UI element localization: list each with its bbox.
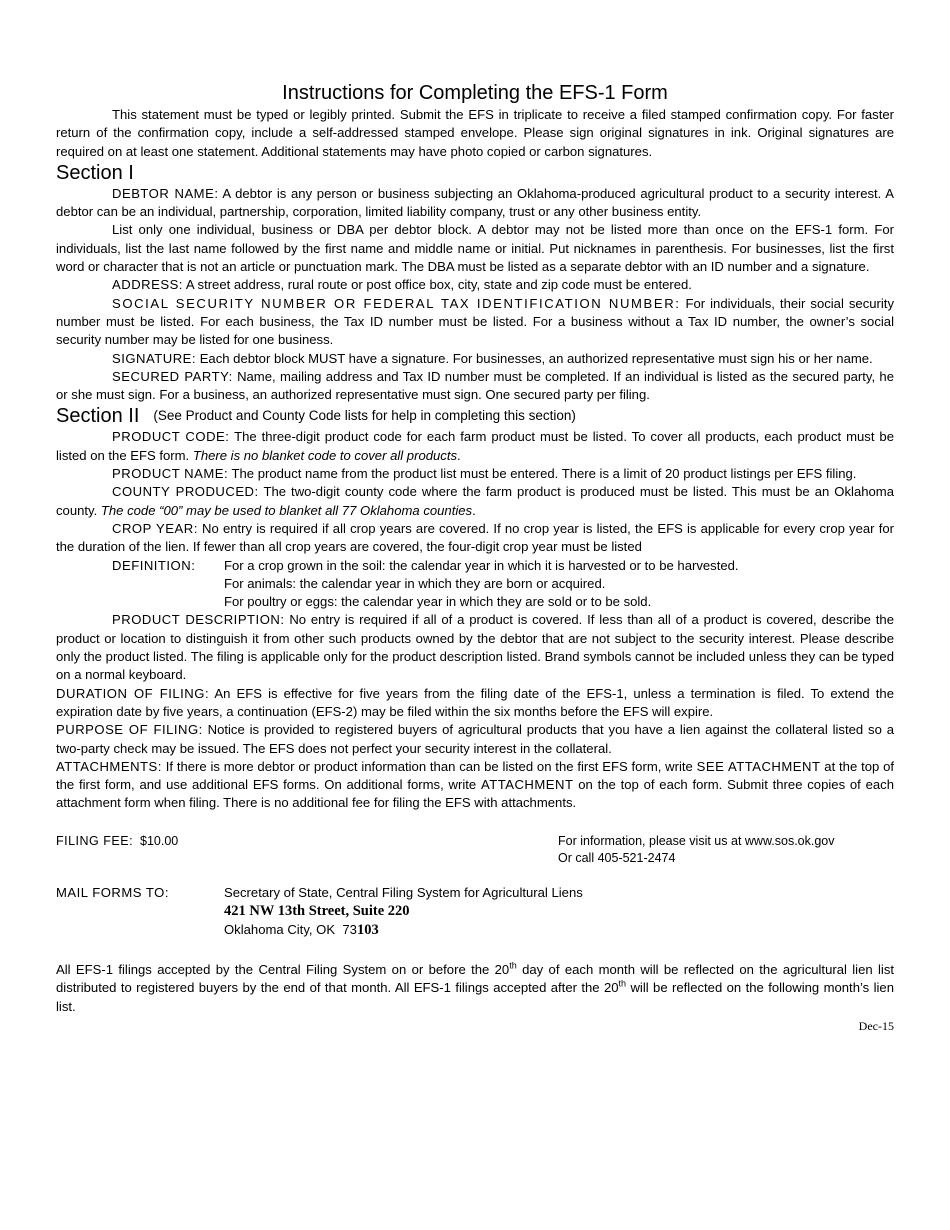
footer-text-c: will be reflected on the following month’s lien list. bbox=[56, 980, 894, 1014]
footer-sup-2: th bbox=[618, 979, 627, 990]
attachments-label: ATTACHMENTS: bbox=[56, 758, 162, 774]
fee-info-row bbox=[56, 833, 894, 868]
filing-fee bbox=[56, 833, 178, 868]
product-name-paragraph bbox=[56, 465, 894, 483]
product-description-paragraph bbox=[56, 611, 894, 684]
see-attachment-phrase: SEE ATTACHMENT bbox=[696, 758, 821, 774]
attachments-text-1: If there is more debtor or product information than can be listed on the first EFS form, write bbox=[161, 758, 697, 774]
mail-city-line bbox=[224, 921, 583, 940]
attachments-text-2: at the top of the first form, and use additional EFS forms. On additional forms, write bbox=[56, 758, 895, 793]
product-code-end: . bbox=[457, 447, 461, 463]
section-2-title: Section II bbox=[56, 405, 140, 428]
product-description-label: PRODUCT DESCRIPTION: bbox=[112, 612, 285, 628]
secured-party-label: SECURED PARTY: bbox=[112, 368, 233, 384]
county-end: . bbox=[472, 502, 476, 518]
ssn-paragraph bbox=[56, 295, 894, 350]
phone-line: Or call 405-521-2474 bbox=[558, 851, 676, 866]
signature-label: SIGNATURE: bbox=[112, 350, 197, 366]
section-2-heading bbox=[56, 404, 894, 428]
duration-text: An EFS is effective for five years from the filing date of the EFS-1, unless a termination is filed. To extend the expiration date by five years, a continuation (EFS-2) may be filed within the six months before the EFS will expire. bbox=[56, 685, 894, 719]
purpose-label: PURPOSE OF FILING: bbox=[56, 722, 203, 738]
duration-label: DURATION OF FILING: bbox=[56, 685, 210, 701]
address-label: ADDRESS: bbox=[112, 277, 183, 293]
footer-text-b: day of each month will be reflected on the agricultural lien list distributed to registered buyers by the end of that month. All EFS-1 filings accepted after the 20 bbox=[56, 962, 894, 996]
footer-paragraph bbox=[56, 961, 894, 1016]
crop-year-text: No entry is required if all crop years are covered. If no crop year is listed, the EFS is applicable for every crop year for the duration of the lien. If fewer than all crop years are covered, the four-digit crop year must be listed bbox=[56, 520, 894, 555]
mail-address bbox=[224, 884, 583, 940]
ssn-text: For individuals, their social security number must be listed. For each business, the Tax ID number must be listed. For a business without a Tax ID number, the owner’s social security number may be listed for one business. bbox=[56, 295, 894, 348]
debtor-name-label: DEBTOR NAME: bbox=[112, 185, 219, 201]
product-name-label: PRODUCT NAME: bbox=[112, 466, 229, 482]
definition-item: For animals: the calendar year in which they are born or acquired. bbox=[224, 575, 606, 591]
section-1-heading: Section I bbox=[56, 161, 134, 184]
intro-paragraph: This statement must be typed or legibly printed. Submit the EFS in triplicate to receive a filed stamped confirmation copy. For faster return of the confirmation copy, include a self-addressed stamped envelope. Please sign original signatures in ink. Original signatures are required on at least one statement. Additional statements may have photo copied or carbon signatures. bbox=[56, 107, 894, 159]
product-name-text: The product name from the product list must be entered. There is a limit of 20 product listings per EFS filing. bbox=[228, 466, 857, 482]
filing-fee-label: FILING FEE: bbox=[56, 833, 134, 848]
debtor-list-paragraph: List only one individual, business or DBA per debtor block. A debtor may not be listed more than once on the EFS-1 form. For individuals, list the last name followed by the first name and middle name or initial. Put nicknames in parenthesis. For businesses, list the first word or character that is not an article or punctuation mark. The DBA must be listed as a separate debtor with an ID number and a signature. bbox=[56, 222, 894, 275]
product-code-italic: There is no blanket code to cover all products bbox=[192, 447, 458, 463]
definition-block bbox=[56, 557, 894, 612]
secured-party-paragraph bbox=[56, 368, 894, 405]
crop-year-label: CROP YEAR: bbox=[112, 520, 198, 536]
mail-recipient: Secretary of State, Central Filing System for Agricultural Liens bbox=[224, 884, 583, 900]
attachments-paragraph bbox=[56, 758, 894, 813]
section-2-note: (See Product and County Code lists for help in completing this section) bbox=[153, 408, 576, 424]
mail-city: Oklahoma City, OK 73 bbox=[224, 921, 357, 937]
signature-text: Each debtor block MUST have a signature. For businesses, an authorized representative must sign his or her name. bbox=[196, 350, 873, 366]
address-text: A street address, rural route or post office box, city, state and zip code must be entered. bbox=[182, 277, 692, 293]
county-italic: The code “00” may be used to blanket all 77 Oklahoma counties bbox=[100, 502, 473, 518]
purpose-text: Notice is provided to registered buyers of agricultural products that you have a lien against the collateral listed so a two-party check may be issued. The EFS does not perfect your security interest in the collateral. bbox=[56, 722, 894, 756]
mail-street: 421 NW 13th Street, Suite 220 bbox=[224, 903, 410, 920]
county-text: The two-digit county code where the farm product is produced must be listed. This must be an Oklahoma county. bbox=[56, 484, 894, 518]
crop-year-paragraph bbox=[56, 520, 894, 557]
footer-sup-1: th bbox=[509, 960, 517, 971]
county-paragraph bbox=[56, 483, 894, 520]
product-code-text: The three-digit product code for each farm product must be listed. To cover all products, each product must be listed on the EFS form. bbox=[56, 429, 894, 463]
page-title: Instructions for Completing the EFS-1 Form bbox=[282, 82, 668, 104]
definition-list bbox=[224, 557, 739, 612]
debtor-name-text: A debtor is any person or business subjecting an Oklahoma-produced agricultural product to a security interest. A debtor can be an individual, partnership, corporation, limited liability company, trust or any other business entity. bbox=[56, 185, 894, 220]
signature-paragraph bbox=[56, 350, 894, 368]
purpose-paragraph bbox=[56, 721, 894, 758]
contact-info bbox=[558, 833, 894, 868]
duration-paragraph bbox=[56, 685, 894, 722]
ssn-label: SOCIAL SECURITY NUMBER OR FEDERAL TAX IDENTIFICATION NUMBER: bbox=[112, 295, 681, 311]
product-description-text: No entry is required if all of a product is covered. If less than all of a product is covered, describe the product or location to distinguish it from other such products owned by the debtor that are not subject to the security interest. Please describe only the product listed. The filing is applicable only for the product description listed. Brand symbols cannot be included unless they can be typed on a normal keyboard. bbox=[56, 612, 894, 683]
definition-label: DEFINITION: bbox=[112, 557, 196, 573]
secured-party-text: Name, mailing address and Tax ID number must be completed. If an individual is listed as the secured party, he or she must sign. For a business, an authorized representative must sign. One secured party per filing. bbox=[56, 368, 894, 403]
revision-date: Dec-15 bbox=[858, 1019, 894, 1034]
website-line: For information, please visit us at www.sos.ok.gov bbox=[558, 833, 835, 848]
footer-text-a: All EFS-1 filings accepted by the Central Filing System on or before the 20 bbox=[56, 962, 510, 978]
definition-item: For a crop grown in the soil: the calendar year in which it is harvested or to be harvested. bbox=[224, 557, 739, 573]
debtor-name-paragraph bbox=[56, 185, 894, 222]
product-code-label: PRODUCT CODE: bbox=[112, 429, 230, 445]
mail-block bbox=[56, 884, 894, 940]
definition-item: For poultry or eggs: the calendar year in which they are sold or to be sold. bbox=[224, 594, 652, 610]
attachment-word: ATTACHMENT bbox=[480, 777, 574, 793]
filing-fee-value: $10.00 bbox=[133, 833, 179, 848]
attachments-text-3: on the top of each form. Submit three copies of each attachment form when filing. There is no additional fee for filing the EFS with attachments. bbox=[56, 777, 894, 811]
instructions-page bbox=[56, 80, 894, 1034]
product-code-paragraph bbox=[56, 428, 894, 465]
address-paragraph bbox=[56, 276, 894, 294]
mail-label: MAIL FORMS TO: bbox=[56, 884, 169, 900]
county-label: COUNTY PRODUCED: bbox=[112, 484, 259, 500]
mail-zip-end: 103 bbox=[356, 921, 379, 938]
